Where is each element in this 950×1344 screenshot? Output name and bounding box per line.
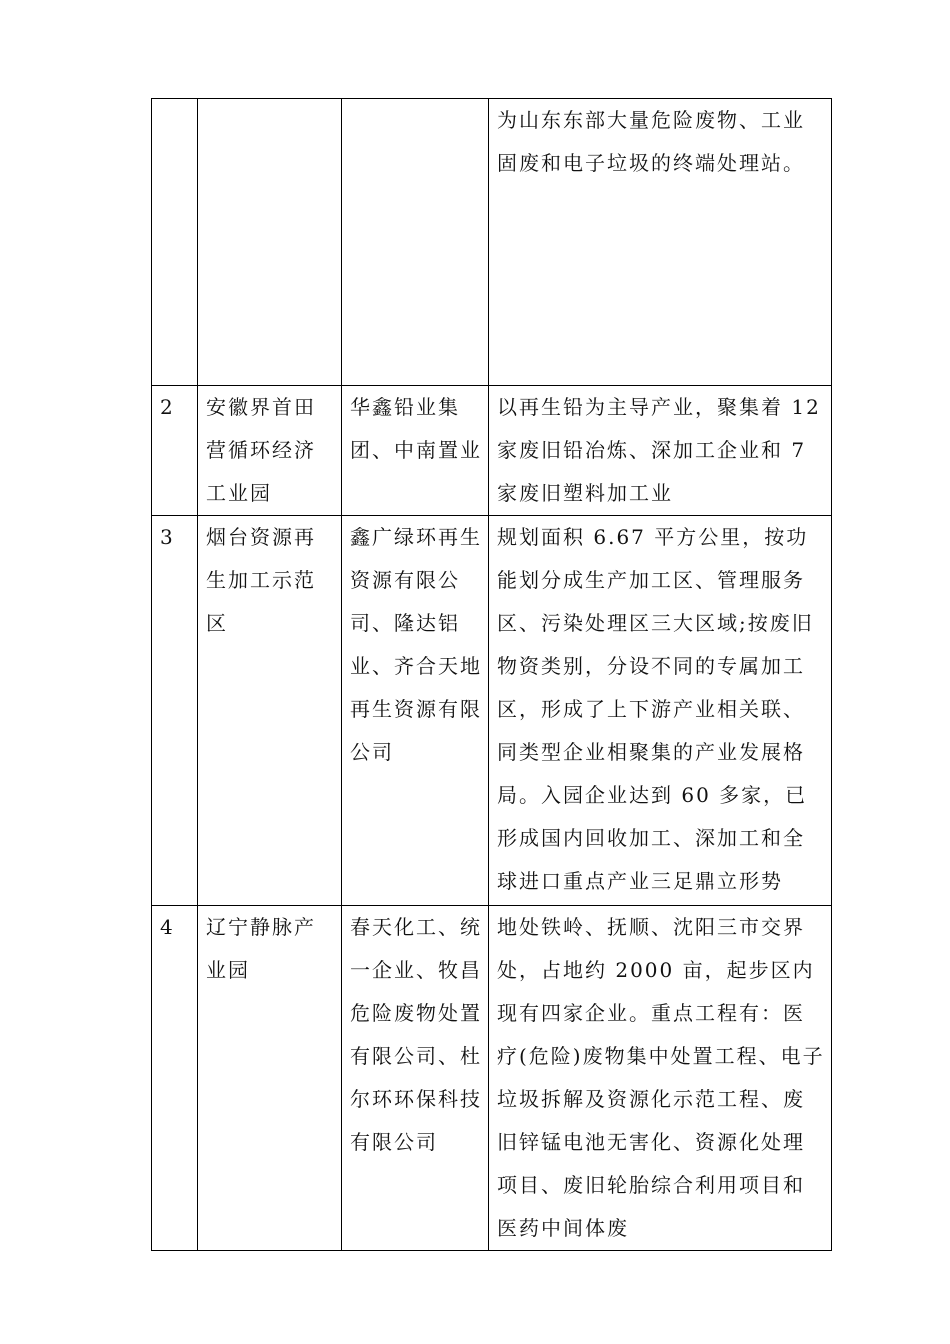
- park-description: 为山东东部大量危险废物、工业固废和电子垃圾的终端处理站。: [489, 99, 832, 386]
- row-number: 2: [152, 386, 198, 516]
- park-description: 地处铁岭、抚顺、沈阳三市交界处，占地约 2000 亩，起步区内现有四家企业。重点工程有：医疗(危险)废物集中处置工程、电子垃圾拆解及资源化示范工程、废旧锌锰电池无害化、资源化处理项目、废旧轮胎综合利用项目和医药中间体废: [489, 906, 832, 1251]
- main-companies: 鑫广绿环再生资源有限公司、隆达铝业、齐合天地再生资源有限公司: [342, 516, 489, 906]
- row-number: 3: [152, 516, 198, 906]
- park-name: 烟台资源再生加工示范区: [198, 516, 342, 906]
- industrial-parks-table: [151, 98, 832, 1251]
- park-description: 规划面积 6.67 平方公里，按功能划分成生产加工区、管理服务区、污染处理区三大区域;按废旧物资类别，分设不同的专属加工区，形成了上下游产业相关联、同类型企业相聚集的产业发展格局。入园企业达到 60 多家，已形成国内回收加工、深加工和全球进口重点产业三足鼎立形势: [489, 516, 832, 906]
- park-name: 安徽界首田营循环经济工业园: [198, 386, 342, 516]
- main-companies: [342, 99, 489, 386]
- park-description: 以再生铅为主导产业，聚集着 12 家废旧铅冶炼、深加工企业和 7 家废旧塑料加工业: [489, 386, 832, 516]
- row-number: 4: [152, 906, 198, 1251]
- main-companies: 华鑫铅业集团、中南置业: [342, 386, 489, 516]
- park-name: [198, 99, 342, 386]
- table-row: [152, 516, 832, 906]
- park-name: 辽宁静脉产业园: [198, 906, 342, 1251]
- table-row: [152, 386, 832, 516]
- table-row: [152, 906, 832, 1251]
- table-row: [152, 99, 832, 386]
- row-number: [152, 99, 198, 386]
- main-companies: 春天化工、统一企业、牧昌危险废物处置有限公司、杜尔环环保科技有限公司: [342, 906, 489, 1251]
